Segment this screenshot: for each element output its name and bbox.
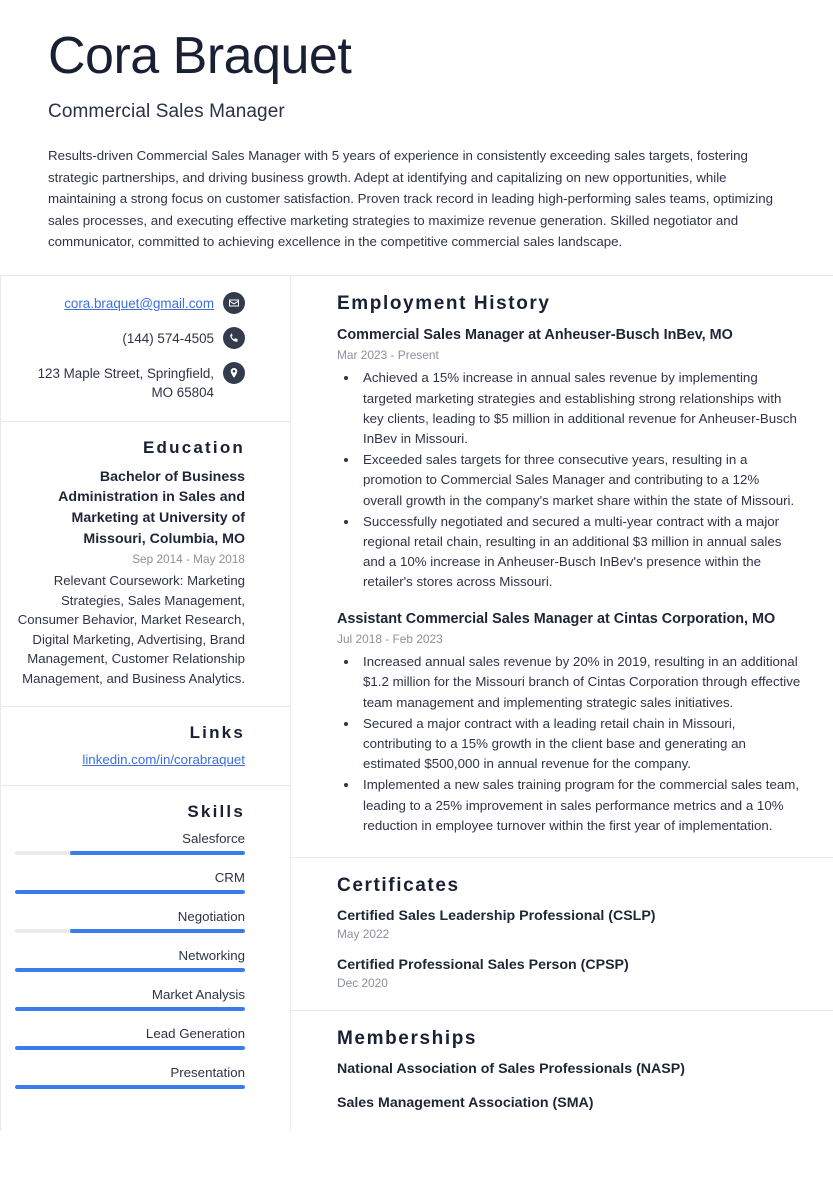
education-date: Sep 2014 - May 2018 [132,552,245,567]
skill-progress-track [15,1085,245,1089]
education-block [1,421,290,707]
bullet-item: • Successfully negotiated and secured a multi-year contract with a major regional retail chain, resulting in an additional $3 million in annual sales and a 10% increase in Anheuser-Busch InBev's presence within the retailer's stores across Missouri. [359,512,801,593]
skill-label: Salesforce [182,831,245,847]
skills-heading: Skills [187,802,245,822]
sidebar [0,276,291,1131]
resume-header [0,0,833,253]
certificate-title: Certified Sales Leadership Professional (CSLP) [337,907,656,924]
skill-progress-fill [15,1046,245,1050]
skill-label: Negotiation [177,909,245,925]
skill-progress-fill [15,968,245,972]
skill-progress-track [15,890,245,894]
resume-body [0,276,833,1131]
contact-block [1,276,290,421]
skill-label: Presentation [170,1065,245,1081]
membership-item: National Association of Sales Professionals (NASP) [337,1060,685,1077]
employment-entry-title: Assistant Commercial Sales Manager at Cintas Corporation, MO [337,610,776,627]
link-item-linkedin[interactable]: linkedin.com/in/corabraquet [82,752,245,768]
skill-label: Networking [178,948,245,964]
map-pin-icon [223,362,245,384]
contact-email-row[interactable] [15,292,245,314]
employment-entry-date: Mar 2023 - Present [337,348,439,363]
skill-progress-fill [70,929,245,933]
certificates-heading: Certificates [337,874,460,896]
contact-address-value: 123 Maple Street, Springfield, MO 65804 [37,366,214,401]
skill-progress-track [15,968,245,972]
skill-progress-fill [15,890,245,894]
bullet-item: • Secured a major contract with a leading retail chain in Missouri, contributing to a 15% growth in the client base and generating an estimated $500,000 in annual revenue for the company. [359,714,801,775]
skill-item [15,1065,245,1089]
skill-progress-fill [15,1007,245,1011]
certificates-section [291,857,833,1010]
contact-phone-value: (144) 574-4505 [122,331,214,347]
profile-summary: Results-driven Commercial Sales Manager with 5 years of experience in consistently exceeding sales targets, fostering strategic partnerships, and driving business growth. Adept at identifying and capitalizing on new opportunities, while maintaining a strong focus on customer satisfaction. Proven track record in leading high-performing sales teams, optimizing sales processes, and executing effective marketing strategies to maximize revenue generation. Skilled negotiator and communicator, committed to achieving excellence in the competitive commercial sales landscape. [48,148,774,250]
bullet-item: • Implemented a new sales training program for the commercial sales team, leading to a 25% improvement in sales performance metrics and a 10% reduction in employee turnover within the first year of implementation. [359,775,801,836]
skill-progress-fill [15,1085,245,1089]
contact-phone-row[interactable] [15,327,245,349]
skill-item [15,1026,245,1050]
employment-entry-date: Jul 2018 - Feb 2023 [337,632,443,647]
education-degree: Bachelor of Business Administration in Sales and Marketing at University of Missouri, Columbia, MO [58,468,245,547]
education-heading: Education [143,437,245,457]
main-content [291,276,833,1131]
skill-item [15,870,245,894]
employment-entry-title: Commercial Sales Manager at Anheuser-Busch InBev, MO [337,327,733,344]
bullet-item: • Achieved a 15% increase in annual sales revenue by implementing targeted marketing strategies and establishing strong relationships with key clients, leading to $5 million in additional revenue for Anheuser-Busch InBev in Missouri. [359,368,801,449]
bullet-item: • Exceeded sales targets for three consecutive years, resulting in a promotion to Commercial Sales Manager and contributing to a 12% overall growth in the company's market share within the state of Missouri. [359,450,801,511]
skill-item [15,948,245,972]
certificate-date: May 2022 [337,926,390,941]
envelope-icon [223,292,245,314]
skill-label: CRM [214,870,245,886]
employment-entry [337,610,801,836]
employment-entry-bullets [337,652,801,836]
links-block [1,706,290,785]
links-heading: Links [189,723,245,743]
job-title: Commercial Sales Manager [48,101,285,123]
skill-label: Lead Generation [145,1026,245,1042]
skill-progress-track [15,1007,245,1011]
page-title: Cora Braquet [48,27,352,85]
skill-item [15,831,245,855]
skills-block [1,785,290,1122]
skill-progress-track [15,851,245,855]
phone-icon [223,327,245,349]
skill-label: Market Analysis [151,987,245,1003]
employment-history-heading: Employment History [337,293,551,315]
contact-address-row [15,362,245,403]
skill-progress-fill [70,851,245,855]
contact-email-value[interactable]: cora.braquet@gmail.com [64,296,214,312]
certificate-item [337,908,801,941]
employment-entry-bullets [337,368,801,592]
certificate-title: Certified Professional Sales Person (CPSP) [337,956,629,973]
memberships-heading: Memberships [337,1027,478,1049]
skill-item [15,987,245,1011]
memberships-section [291,1010,833,1131]
membership-item: Sales Management Association (SMA) [337,1094,594,1111]
certificate-item [337,957,801,990]
certificate-date: Dec 2020 [337,975,388,990]
bullet-item: • Increased annual sales revenue by 20% in 2019, resulting in an additional $1.2 million for the Missouri branch of Cintas Corporation through effective team management and implementing strategic sales initiatives. [359,652,801,713]
skill-item [15,909,245,933]
employment-history-section [291,276,833,857]
employment-entry [337,326,801,593]
education-description: Relevant Coursework: Marketing Strategies, Sales Management, Consumer Behavior, Market Research, Digital Marketing, Advertising, Brand Management, Customer Relationship Management, and Business Analytics. [17,573,245,686]
skill-progress-track [15,929,245,933]
skill-progress-track [15,1046,245,1050]
